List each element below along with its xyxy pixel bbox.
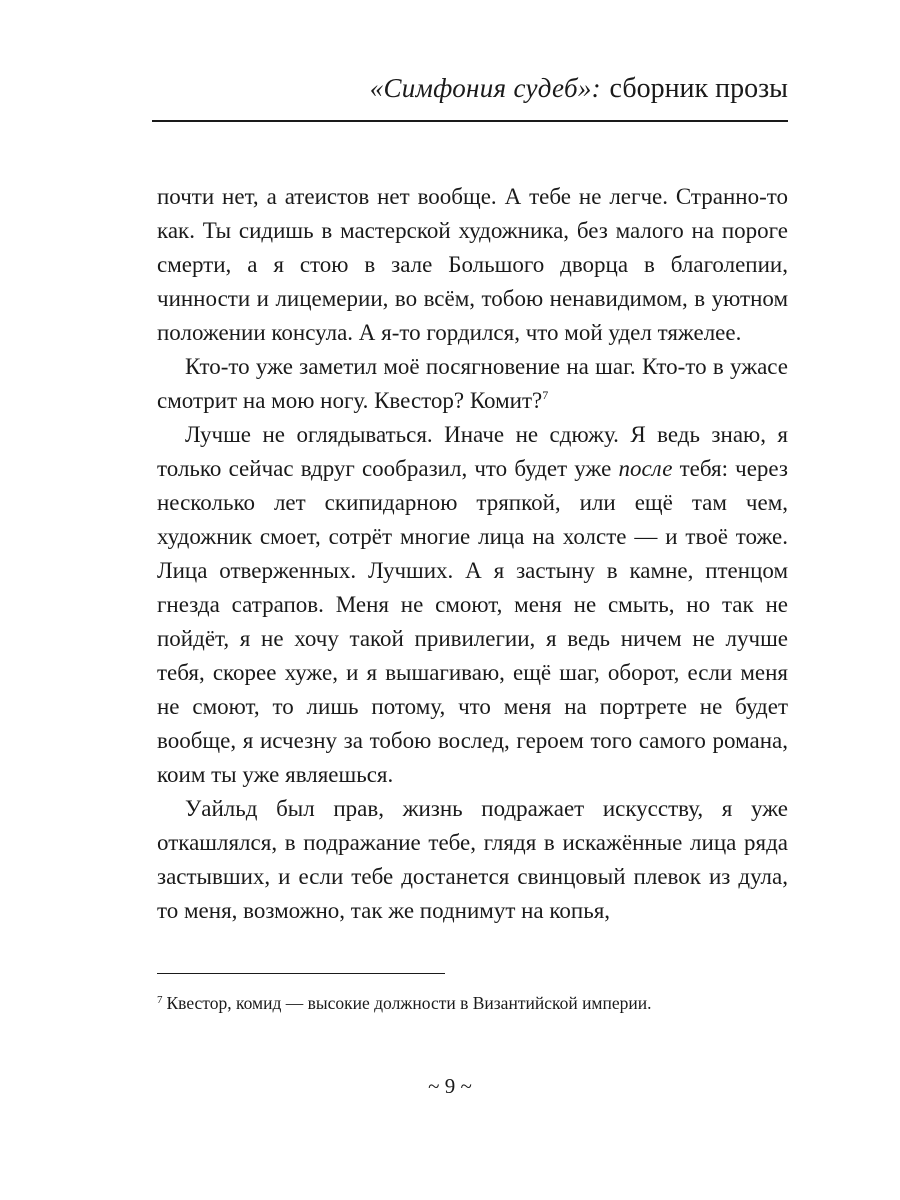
paragraph-text: почти нет, а атеистов нет вообще. А тебе не легче. Странно-то как. Ты сидишь в мастерской художника, без малого на пороге смерти, а я стою в зале Большого дворца в благолепии, чинности и лицемерии, во всём, тобою ненавидимом, в уютном положении консула. А я-то гордился, что мой удел тяжелее. bbox=[157, 184, 788, 345]
header-divider bbox=[152, 120, 788, 122]
main-text bbox=[157, 180, 788, 928]
paragraph-text: Лучше не оглядываться. Иначе не сдюжу. Я ведь знаю, я только сейчас вдруг сообразил, что будет уже bbox=[157, 422, 788, 481]
footnote-reference: 7 bbox=[542, 388, 549, 402]
footnote-text: Квестор, комид — высокие должности в Византийской империи. bbox=[166, 993, 652, 1013]
footnote-divider bbox=[157, 973, 445, 974]
paragraph bbox=[157, 180, 788, 350]
footnote-mark: 7 bbox=[157, 994, 163, 1006]
running-header bbox=[152, 70, 788, 107]
emphasis-text: после bbox=[618, 456, 673, 481]
footnote bbox=[157, 991, 797, 1015]
paragraph bbox=[157, 350, 788, 418]
book-series-title: «Симфония судеб»: bbox=[369, 73, 601, 103]
paragraph bbox=[157, 792, 788, 928]
page-number: ~ 9 ~ bbox=[428, 1074, 472, 1098]
paragraph-text: тебя: через несколько лет скипидарною тряпкой, или ещё там чем, художник смоет, сотрёт многие лица на холсте — и твоё тоже. Лица отверженных. Лучших. А я застыну в камне, птенцом гнезда сатрапов. Меня не смоют, меня не смыть, но так не пойдёт, я не хочу такой привилегии, я ведь ничем не лучше тебя, скорее хуже, и я вышагиваю, ещё шаг, оборот, если меня не смоют, то лишь потому, что меня на портрете не будет вообще, я исчезну за тобою вослед, героем того самого романа, коим ты уже являешься. bbox=[157, 456, 788, 787]
paragraph-text: Кто-то уже заметил моё посягновение на шаг. Кто-то в ужасе смотрит на мою ногу. Квестор? Комит? bbox=[157, 354, 788, 413]
book-subtitle: сборник прозы bbox=[609, 73, 788, 104]
paragraph bbox=[157, 418, 788, 792]
paragraph-text: Уайльд был прав, жизнь подражает искусству, я уже откашлялся, в подражание тебе, глядя в искажённые лица ряда застывших, и если тебе достанется свинцовый плевок из дула, то меня, возможно, так же поднимут на копья, bbox=[157, 796, 788, 923]
